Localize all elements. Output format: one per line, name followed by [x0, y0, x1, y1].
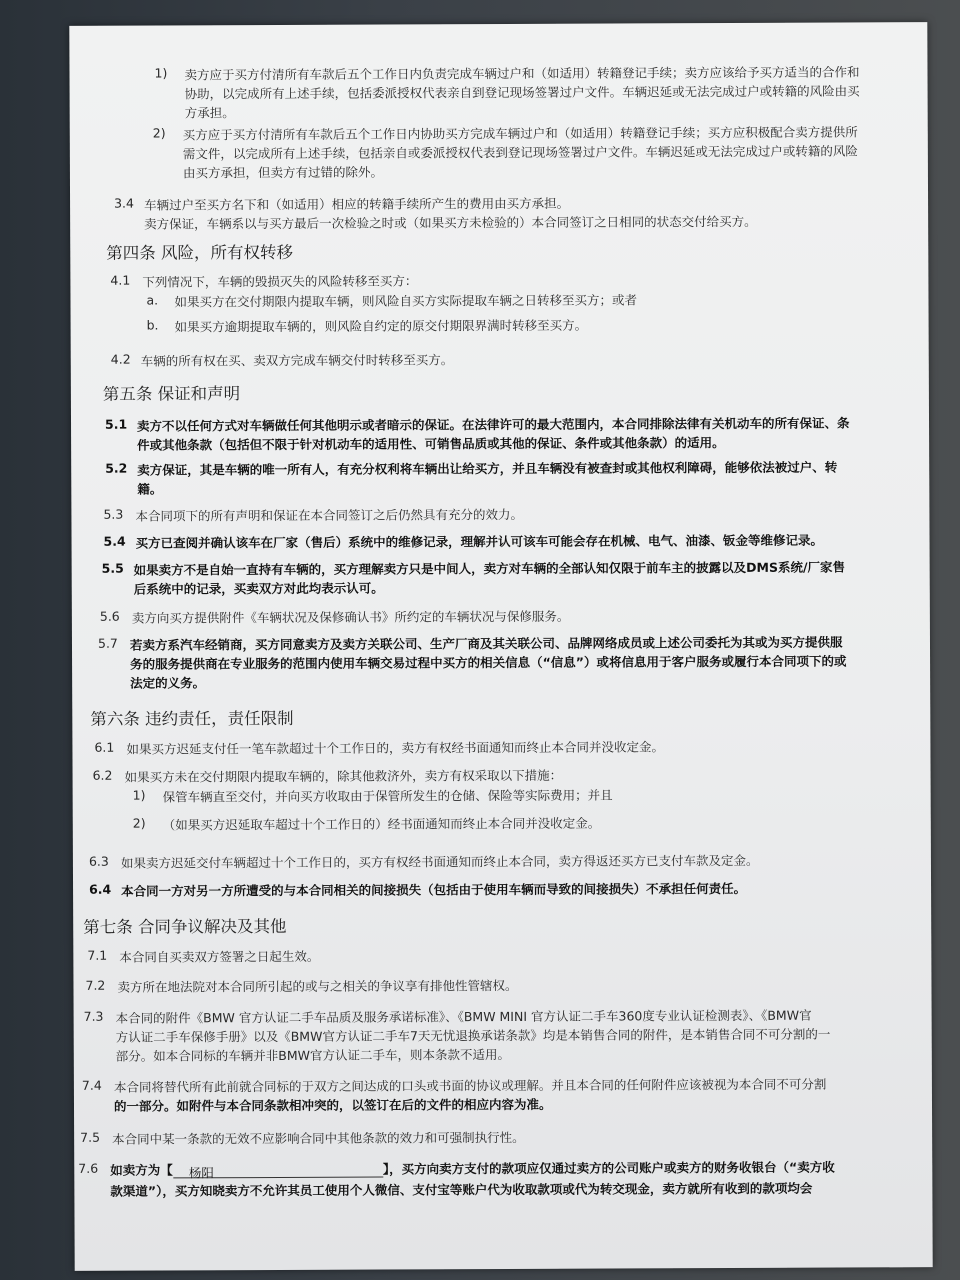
clause-text: 卖方不以任何方式对车辆做任何其他明示或者暗示的保证。在法律许可的最大范围内，本合同排除法律有关机动车的所有保证、条 [137, 415, 850, 434]
clause-text: 部分。如本合同标的车辆并非BMW官方认证二手车，则本条款不适用。 [115, 1046, 511, 1064]
clause-text: 本合同中某一条款的无效不应影响合同中其他条款的效力和可强制执行性。 [112, 1129, 525, 1147]
clause-text: 方承担。 [184, 105, 235, 121]
clause-text: 款渠道”），买方知晓卖方不允许其员工使用个人微信、支付宝等账户代为收取款项或代为转交现金，卖方就所有收到的款项均会 [110, 1180, 813, 1199]
section-heading-7: 第七条 合同争议解决及其他 [83, 916, 287, 937]
item-number: b. [146, 317, 159, 333]
seller-name-value: 杨阳 [188, 1165, 214, 1181]
clause-text: 若卖方系汽车经销商，买方同意卖方及卖方关联公司、生产厂商及其关联公司、品牌网络成员或上述公司委托为其或为买方提供服 [129, 634, 843, 653]
clause-text: 需文件，以完成所有上述手续，包括亲自或委派授权代表到登记现场签署过户文件。车辆迟延或无法完成过户或转籍的风险 [182, 143, 858, 162]
clause-number: 7.6 [78, 1160, 99, 1176]
clause-text: 如果买方逾期提取车辆的，则风险自约定的原交付期限界满时转移至买方。 [174, 317, 588, 335]
clause-text: 卖方所在地法院对本合同所引起的或与之相关的争议享有排他性管辖权。 [117, 977, 518, 995]
clause-text: 籍。 [137, 481, 163, 497]
item-number: a. [146, 292, 159, 308]
clause-text: 本合同将替代所有此前就合同标的于双方之间达成的口头或书面的协议或理解。并且本合同的任何附件应该被视为本合同不可分割 [113, 1076, 827, 1095]
clause-number: 3.4 [114, 195, 134, 211]
clause-text: 卖方向买方提供附件《车辆状况及保修确认书》所约定的车辆状况与保修服务。 [131, 608, 570, 626]
clause-text: 车辆过户至买方名下和（如适用）相应的转籍手续所产生的费用由买方承担。 [144, 195, 570, 213]
clause-text: 务的服务提供商在专业服务的范围内使用车辆交易过程中买方的相关信息（“信息”）或将信息用于客户服务或履行本合同项下的或 [130, 653, 847, 672]
clause-text: 下列情况下，车辆的毁损灭失的风险转移至买方： [142, 273, 418, 290]
clause-text: （如果买方迟延取车超过十个工作日的）经书面通知而终止本合同并没收定金。 [162, 815, 601, 833]
section-heading-4: 第四条 风险，所有权转移 [106, 242, 294, 263]
clause-text: 卖方保证，车辆系以与买方最后一次检验之时或（如果买方未检验的）本合同签订之日相同的状态交付给买方。 [144, 213, 757, 232]
clause-text: 法定的义务。 [130, 675, 206, 691]
clause-number: 5.2 [105, 460, 128, 476]
clause-number: 5.1 [104, 416, 128, 432]
contract-page [69, 22, 932, 1271]
clause-text: 如卖方为【 [110, 1162, 173, 1178]
clause-number: 7.3 [83, 1008, 104, 1024]
clause-number: 6.1 [94, 739, 115, 755]
clause-number: 7.2 [85, 977, 106, 993]
section-heading-6: 第六条 违约责任，责任限制 [90, 708, 294, 729]
clause-text: 本合同项下的所有声明和保证在本合同签订之后仍然具有充分的效力。 [135, 506, 523, 524]
clause-number: 7.1 [87, 947, 108, 963]
clause-number: 5.3 [103, 506, 124, 522]
clause-text: 卖方保证，其是车辆的唯一所有人，有充分权利将车辆出让给买方，并且车辆没有被查封或其他权利障碍，能够依法被过户、转 [137, 459, 838, 478]
clause-number: 4.2 [110, 351, 131, 367]
clause-text: 车辆的所有权在买、卖双方完成车辆交付时转移至买方。 [140, 352, 454, 369]
clause-text: 件或其他条款（包括但不限于针对机动车的适用性、可销售品质或其他的保证、条件或其他条款）的适用。 [137, 435, 725, 453]
section-heading-5: 第五条 保证和声明 [102, 384, 241, 404]
clause-text: 后系统中的记录，买卖双方对此均表示认可。 [133, 580, 384, 597]
clause-text: 如果买方迟延支付任一笔车款超过十个工作日的，卖方有权经书面通知而终止本合同并没收定金。 [126, 739, 664, 757]
clause-text: 】，买方向卖方支付的款项应仅通过卖方的公司账户或卖方的财务收银台（“卖方收 [382, 1159, 835, 1177]
clause-text: 买方已查阅并确认该车在厂家（售后）系统中的维修记录，理解并认可该车可能会存在机械、电气、油漆、钣金等维修记录。 [135, 532, 824, 551]
clause-text: 本合同一方对另一方所遭受的与本合同相关的间接损失（包括由于使用车辆而导致的间接损失）不承担任何责任。 [121, 880, 747, 899]
clause-text: 如果卖方迟延交付车辆超过十个工作日的，买方有权经书面通知而终止本合同，卖方得返还买方已支付车款及定金。 [120, 852, 759, 871]
clause-text: 由买方承担，但卖方有过错的除外。 [182, 164, 383, 181]
clause-number: 4.1 [110, 272, 131, 288]
item-number: 2) [132, 815, 146, 831]
clause-text: 本合同自买卖双方签署之日起生效。 [119, 948, 320, 965]
seller-name-field [173, 1163, 383, 1179]
clause-text: 的一部分。如附件与本合同条款相冲突的，以签订在后的文件的相应内容为准。 [113, 1096, 552, 1114]
clause-text: 本合同的附件《BMW 官方认证二手车品质及服务承诺标准》、《BMW MINI 官方认证二手车360度专业认证检测表》、《BMW官 [115, 1007, 812, 1026]
clause-number: 6.4 [89, 881, 112, 897]
clause-text: 如果买方在交付期限内提取车辆，则风险自买方实际提取车辆之日转移至买方；或者 [174, 292, 638, 310]
clause-number: 7.5 [80, 1129, 101, 1145]
clause-text: 如果买方未在交付期限内提取车辆的，除其他救济外，卖方有权采取以下措施： [124, 767, 563, 785]
clause-number: 6.3 [88, 853, 109, 869]
item-number: 1) [132, 787, 146, 803]
clause-number: 5.6 [99, 608, 120, 624]
clause-text: 如果卖方不是自始一直持有车辆的，买方理解卖方只是中间人，卖方对车辆的全部认知仅限于前车主的披露以及DMS系统/厂家售 [133, 559, 846, 578]
clause-number: 5.7 [97, 635, 118, 651]
clause-number: 6.2 [92, 767, 113, 783]
clause-number: 5.5 [101, 560, 124, 576]
clause-number: 5.4 [103, 533, 126, 549]
clause-text: 方认证二手车保修手册》以及《BMW官方认证二手车7天无忧退换承诺条款》均是本销售合同的附件，是本销售合同不可分割的一 [115, 1026, 831, 1045]
clause-number: 7.4 [81, 1077, 102, 1093]
item-number: 2) [152, 125, 166, 141]
clause-text: 买方应于买方付清所有车款后五个工作日内协助买方完成车辆过户和（如适用）转籍登记手续；买方应积极配合卖方提供所 [182, 124, 858, 143]
item-number: 1) [154, 65, 168, 81]
clause-text: 卖方应于买方付清所有车款后五个工作日内负责完成车辆过户和（如适用）转籍登记手续；卖方应该给予买方适当的合作和 [184, 64, 860, 83]
clause-text: 保管车辆直至交付，并向买方收取由于保管所发生的仓储、保险等实际费用；并且 [162, 787, 613, 805]
clause-text: 协助，以完成所有上述手续，包括委派授权代表亲自到登记现场签署过户文件。车辆迟延或无法完成过户或转籍的风险由买 [184, 83, 860, 102]
clause-7-6-first-line [110, 1158, 835, 1179]
